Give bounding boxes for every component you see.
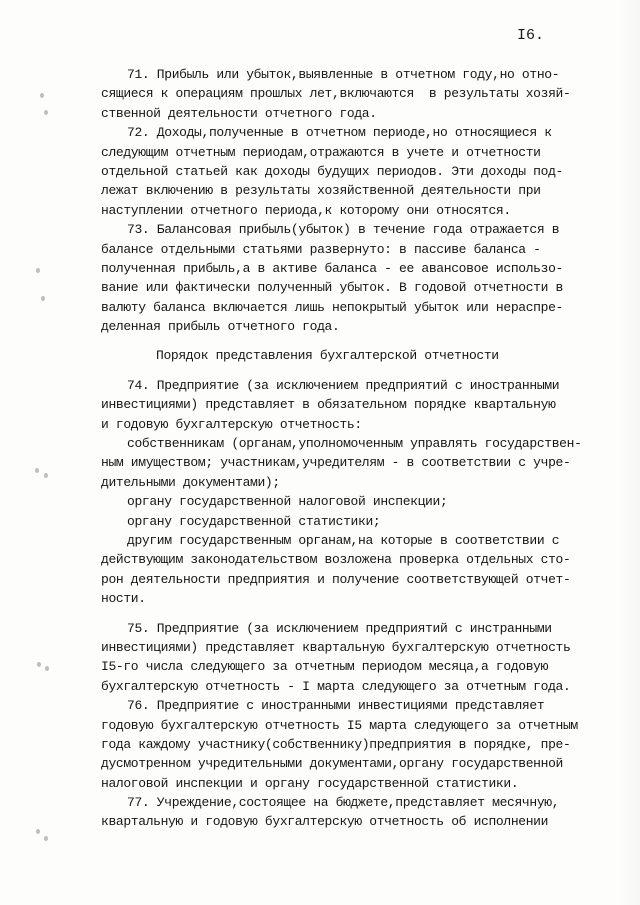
text-line: года каждому участнику(собственнику)предприятия в порядке, пре- (101, 736, 571, 752)
text-line: I5-го числа следующего за отчетным периодом месяца,а годовую (101, 659, 549, 675)
document-body (101, 65, 601, 832)
section-heading: Порядок представления бухгалтерской отчетности (156, 348, 499, 364)
binding-mark (44, 473, 48, 478)
binding-mark (41, 296, 45, 301)
text-line: 73. Балансовая прибыль(убыток) в течение года отражается в (127, 222, 560, 238)
text-line: дусмотренном учредительными документами,органу государственной (101, 756, 563, 772)
text-line: ственной деятельности отчетного года. (101, 105, 377, 121)
text-line: 72. Доходы,полученные в отчетном периоде,но относящиеся к (127, 125, 552, 141)
page-edge-shadow (618, 0, 640, 905)
paragraph-74 (101, 376, 601, 434)
paragraph-75 (101, 619, 601, 697)
paragraph-77 (101, 793, 601, 832)
binding-mark (44, 836, 48, 841)
list-item-tax-inspection (101, 492, 601, 511)
text-line: отдельной статьей как доходы будущих периодов. Эти доходы под- (101, 163, 563, 179)
text-line: квартальную и годовую бухгалтерскую отчетность об исполнении (101, 814, 549, 830)
text-line: лежат включению в результаты хозяйственной деятельности при (101, 183, 541, 199)
binding-mark (45, 666, 49, 671)
text-line: инвестициями) представляет квартальную бухгалтерскую отчетность (101, 639, 571, 655)
text-line: полученная прибыль,а в активе баланса - ее авансовое использо- (101, 260, 563, 276)
text-line: собственникам (органам,уполномоченным управлять государствен- (127, 436, 582, 452)
text-line: налоговой инспекции и органу государственной статистики. (101, 775, 519, 791)
text-line: дительными документами); (101, 474, 280, 490)
text-line: органу государственной статистики; (127, 513, 381, 529)
text-line: и годовую бухгалтерскую отчетность: (101, 416, 362, 432)
text-line: 77. Учреждение,состоящее на бюджете,представляет месячную, (127, 795, 560, 811)
binding-mark (37, 662, 41, 667)
list-item-other-bodies (101, 531, 601, 609)
text-line: наступлении отчетного периода,к которому они относятся. (101, 202, 511, 218)
text-line: 74. Предприятие (за исключением предприятий с иностранными (127, 377, 560, 393)
text-line: 71. Прибыль или убыток,выявленные в отчетном году,но отно- (127, 67, 560, 82)
text-line: другим государственным органам,на которые в соответствии с (127, 532, 560, 548)
paragraph-73 (101, 220, 601, 336)
binding-mark (35, 468, 39, 473)
text-line: вание или фактически полученный убыток. В годовой отчетности в (101, 280, 563, 296)
paragraph-72 (101, 123, 601, 220)
text-line: 75. Предприятие (за исключением предприятий с инстранными (127, 620, 552, 636)
text-line: бухгалтерскую отчетность - I марта следующего за отчетным года. (101, 678, 571, 694)
text-line: сящиеся к операциям прошлых лет,включаются в результаты хозяй- (101, 86, 571, 102)
binding-mark (36, 268, 40, 273)
text-line: балансе отдельными статьями развернуто: в пассиве баланса - (101, 241, 541, 257)
paragraph-71 (101, 65, 601, 123)
text-line: органу государственной налоговой инспекции; (127, 494, 448, 510)
text-line: следующим отчетным периодам,отражаются в учете и отчетности (101, 144, 541, 160)
text-line: инвестициями) представляет в обязательном порядке квартальную (101, 397, 556, 413)
list-item-owners (101, 434, 601, 492)
text-line: валюту баланса включается лишь непокрытый убыток или нераспре- (101, 299, 563, 315)
text-line: ности. (101, 591, 146, 607)
binding-mark (40, 93, 44, 98)
text-line: деленная прибыль отчетного года. (101, 319, 340, 335)
binding-mark (44, 110, 48, 115)
text-line: действующим законодательством возложена проверка отдельных сто- (101, 552, 571, 568)
text-line: 76. Предприятие с иностранными инвестициями представляет (127, 698, 545, 714)
list-item-statistics (101, 512, 601, 531)
text-line: рон деятельности предприятия и получение соответствующей отчет- (101, 571, 571, 587)
text-line: годовую бухгалтерскую отчетность I5 марта следующего за отчетным (101, 717, 578, 733)
page-number: I6. (517, 27, 545, 44)
binding-mark (36, 829, 40, 834)
paragraph-76 (101, 696, 601, 793)
text-line: ным имуществом; участникам,учредителям - в соответствии с учре- (101, 455, 571, 471)
